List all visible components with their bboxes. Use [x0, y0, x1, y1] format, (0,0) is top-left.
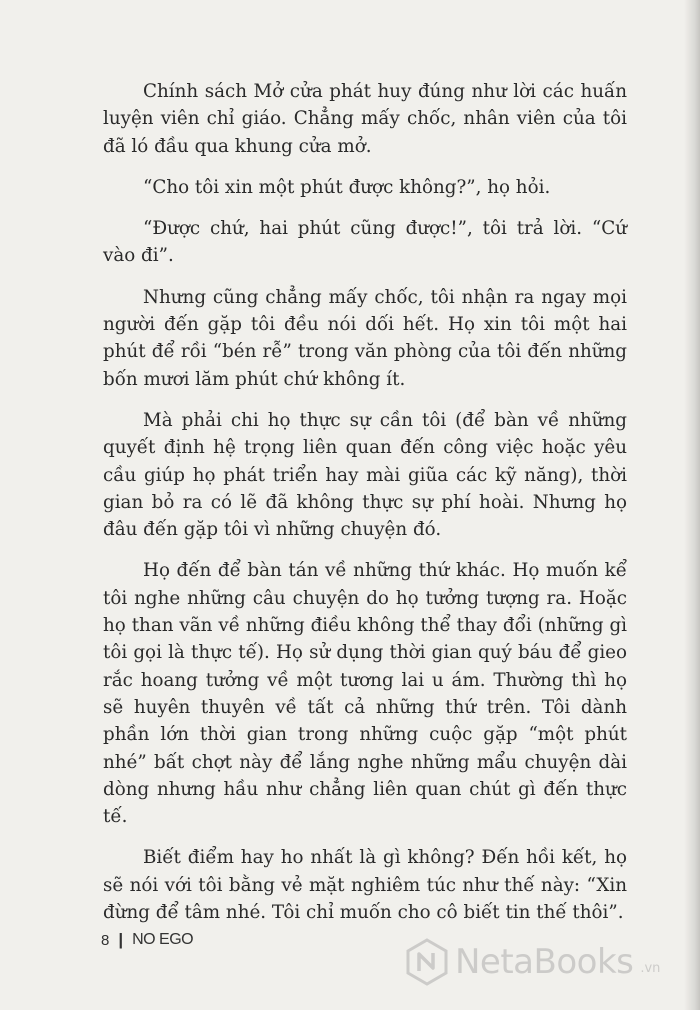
page-footer — [101, 930, 193, 950]
footer-divider: | — [118, 930, 124, 949]
netabooks-logo-icon — [405, 938, 449, 986]
paragraph-2: “Cho tôi xin một phút được không?”, họ hỏi. — [143, 176, 551, 198]
book-title: NO EGO — [132, 931, 194, 948]
paragraph-7: Biết điểm hay ho nhất là gì không? Đến hồi kết, họ sẽ nói với tôi bằng vẻ mặt nghiêm túc như thế này: “Xin đừng để tâm nhé. Tôi chỉ muốn cho cô biết tin thế thôi”. — [103, 847, 627, 924]
watermark-suffix: .vn — [640, 960, 661, 976]
paragraph-1: Chính sách Mở cửa phát huy đúng như lời các huấn luyện viên chỉ giáo. Chẳng mấy chốc, nhân viên của tôi đã ló đầu qua khung cửa mở. — [103, 81, 627, 157]
watermark-text: NetaBooks — [455, 942, 634, 982]
watermark — [405, 938, 660, 986]
page-body — [103, 78, 627, 940]
paragraph-5: Mà phải chi họ thực sự cần tôi (để bàn về những quyết định hệ trọng liên quan đến công việc hoặc yêu cầu giúp họ phát triển hay mài giũa các kỹ năng), thời gian bỏ ra có lẽ đã không thực sự phí hoài. Nhưng họ đâu đến gặp tôi vì những chuyện đó. — [103, 409, 627, 541]
paragraph-6: Họ đến để bàn tán về những thứ khác. Họ muốn kể tôi nghe những câu chuyện do họ tưởng tượng ra. Hoặc họ than vãn về những điều không thể thay đổi (những gì tôi gọi là thực tế). Họ sử dụng thời gian quý báu để gieo rắc hoang tưởng về một tương lai u ám. Thường thì họ sẽ huyên thuyên về tất cả những thứ trên. Tôi dành phần lớn thời gian trong những cuộc gặp “một phút nhé” bất chợt này để lắng nghe những mẩu chuyện dài dòng nhưng hầu như chẳng liên quan chút gì đến thực tế. — [103, 560, 627, 828]
paragraph-4: Nhưng cũng chẳng mấy chốc, tôi nhận ra ngay mọi người đến gặp tôi đều nói dối hết. Họ xin tôi một hai phút để rồi “bén rễ” trong văn phòng của tôi đến những bốn mươi lăm phút chứ không ít. — [103, 286, 627, 390]
page-number: 8 — [101, 931, 110, 949]
spine-shadow — [684, 0, 700, 1010]
paragraph-3: “Được chứ, hai phút cũng được!”, tôi trả lời. “Cứ vào đi”. — [103, 218, 627, 267]
